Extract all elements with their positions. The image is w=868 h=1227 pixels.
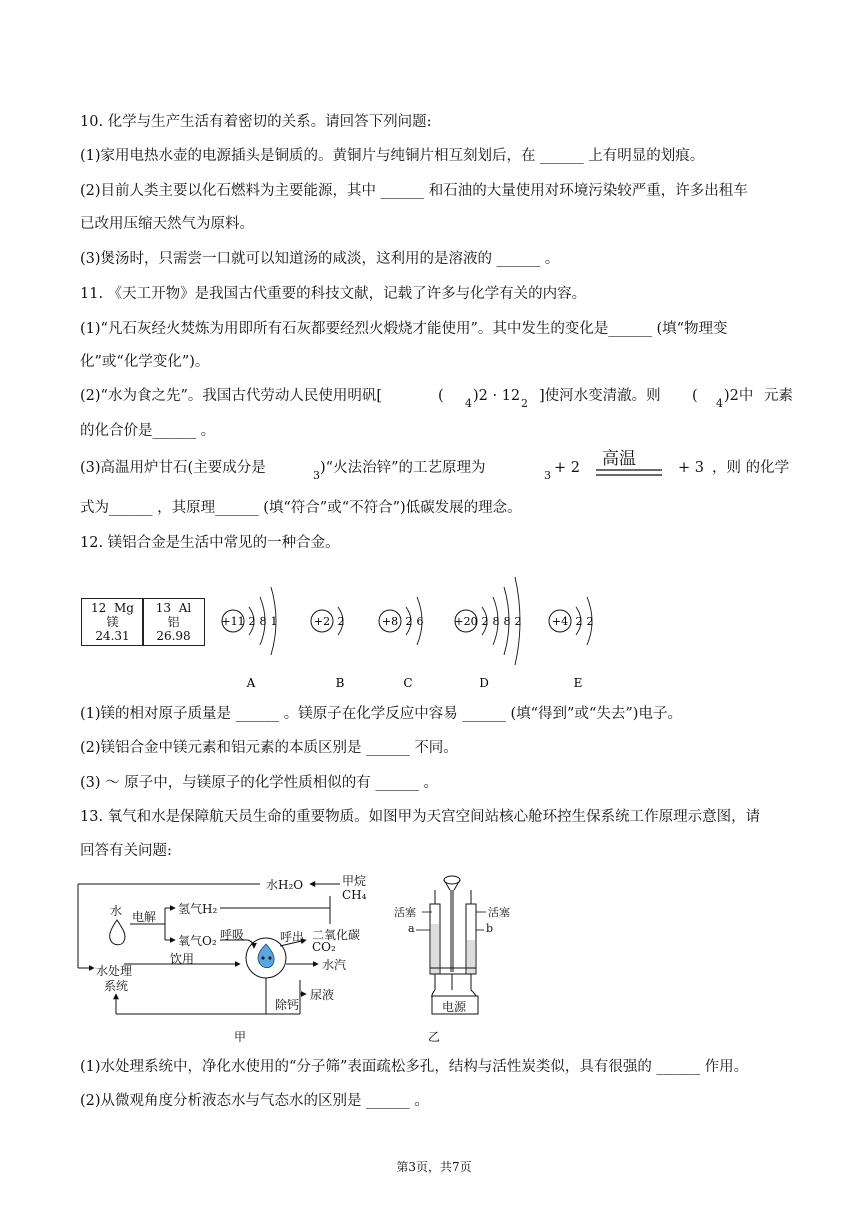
fig-jia-water-h2o: 水H₂O [266,878,304,892]
fig-yi-power: 电源 [442,1000,467,1014]
fig-jia-vapor: 水汽 [322,958,347,972]
atom-c [379,597,424,690]
atom-a [221,587,277,690]
fig-jia-exhale: 呼出 [280,930,305,944]
fig-jia-ch4: CH₄ [342,888,367,902]
q10-part1: (1)家用电热水壶的电源插头是铜质的。黄铜片与纯铜片相互刻划后，在 ______ 上有明显的划痕。 [80,148,705,164]
fig-jia-co2-name: 二氧化碳 [312,928,361,942]
atom-label: E [573,676,583,690]
shell-electron-count: 2 [405,615,413,628]
q11-p3-mid: )“火法治锌”的工艺原理为 [320,460,486,476]
q12-part1: (1)镁的相对原子质量是 ______ 。镁原子在化学反应中容易 ______ (填“得到”或“失去”)电子。 [80,706,682,722]
al-mass: 26.98 [156,629,191,643]
q11-p3-left: (3)高温用炉甘石(主要成分是 [80,460,266,476]
q10-title: 10. 化学与生产生活有着密切的关系。请回答下列问题: [80,114,432,130]
shell-electron-count: 8 [259,615,267,628]
q12-part2: (2)镁铝合金中镁元素和铝元素的本质区别是 ______ 不同。 [80,740,458,756]
shell-electron-count: 2 [248,615,256,628]
fig-jia-co2: CO₂ [312,940,336,954]
q11-p3-sub: 3 [313,469,320,482]
q11-p2-mid5: )2中 [724,388,754,404]
mg-number: 12 [91,601,107,615]
q11-part1-line1: (1)“凡石灰经火焚炼为用即所有石灰都要经烈火煅烧才能使用”。其中发生的变化是______ (填“物理变 [80,321,728,337]
q11-p3-equals-sign [596,469,662,477]
fig-jia-water: 水 [110,904,123,918]
atom-label: A [246,676,256,690]
q11-p2-mid2: )2 · 12 [473,388,521,404]
q11-p3-eq3: + 3 [678,460,704,476]
fig-jia-drink: 饮用 [170,952,195,966]
q11-p2-mid3: ]使河水变清澈。则 [539,388,661,404]
fig-yi-label-a: a [408,922,415,935]
atom-structure-diagrams [0,565,868,695]
fig-jia-breathe: 呼吸 [220,928,245,942]
nucleus-charge: +11 [221,615,245,628]
nucleus-charge: +8 [381,615,399,628]
shell-electron-count: 8 [492,615,500,628]
shell-electron-count: 1 [270,615,278,628]
fig-yi-valve-left: 活塞 [394,906,416,919]
mg-symbol: Mg [113,601,134,615]
al-name: 铝 [167,615,180,629]
atom-d [454,577,521,690]
fig-jia-treatment-line2: 系统 [104,979,129,993]
nucleus-charge: +20 [454,615,478,628]
q11-part3-line1 [80,449,800,484]
shell-electron-count: 2 [514,615,522,628]
q10-part3: (3)煲汤时，只需尝一口就可以知道汤的咸淡，这利用的是溶液的 ______ 。 [80,251,560,267]
q13-title-line1: 13. 氧气和水是保障航天员生命的重要物质。如图甲为天宫空间站核心舱环控生保系统工作原理示意图，请 [80,809,761,825]
q11-p3-end: ，则 的化学 [712,460,790,476]
q11-part3-line2: 式为______ ，其原理______ (填“符合”或“不符合”)低碳发展的理念。 [80,500,522,516]
fig-jia-oxygen: 氧气O₂ [178,934,217,948]
shell-electron-count: 6 [416,615,424,628]
q13-title-line2: 回答有关问题: [80,843,172,859]
fig-jia-treatment-line1: 水处理 [96,964,133,978]
shell-electron-count: 2 [481,615,489,628]
fig-jia-methane: 甲烷 [342,874,367,888]
q11-p2-sub3: 4 [716,397,723,410]
mg-name: 镁 [106,615,119,629]
atom-label: C [403,676,413,690]
al-number: 13 [155,601,172,615]
shell-electron-count: 2 [575,615,583,628]
q11-p2-paren2: ( [692,388,698,404]
q11-p3-eq2: + 2 [554,460,580,476]
fig-jia-caption: 甲 [234,1030,247,1044]
page-footer: 第3页，共7页 [396,1160,472,1174]
figure-jia [70,868,390,1048]
q11-p2-sub2: 2 [521,397,528,410]
q10-part2-line1: (2)目前人类主要以化石燃料为主要能源，其中 ______ 和石油的大量使用对环境污染较严重，许多出租车 [80,183,748,199]
q11-part1-line2: 化”或“化学变化”)。 [80,354,210,370]
q11-part2-line1 [80,386,800,408]
atom-e [549,597,594,690]
q11-p2-paren1: ( [438,388,444,404]
atom-label: D [479,676,489,690]
q11-part2-line2: 的化合价是______ 。 [80,423,216,439]
nucleus-charge: +4 [551,615,569,628]
q11-p2-left: (2)“水为食之先”。我国古代劳动人民使用明矾[ [80,388,383,404]
shell-electron-count: 8 [503,615,511,628]
mg-mass: 24.31 [95,629,130,643]
q12-part3: (3) ～ 原子中，与镁原子的化学性质相似的有 ______ 。 [80,775,438,791]
q11-p2-end: 元素 [764,388,793,404]
q13-part1: (1)水处理系统中，净化水使用的“分子筛”表面疏松多孔，结构与活性炭类似，具有很强的 ______ 作用。 [80,1059,749,1075]
fig-jia-hydrogen: 氢气H₂ [178,902,218,916]
q10-part2-line2: 已改用压缩天然气为原料。 [80,216,254,232]
al-symbol: Al [178,601,192,615]
q11-p2-sub1: 4 [465,397,472,410]
q12-title: 12. 镁铝合金是生活中常见的一种合金。 [80,535,340,551]
q11-p3-eq1: 3 [544,469,551,482]
atom-label: B [335,676,345,690]
fig-yi-label-b: b [486,922,494,935]
figure-yi [392,868,532,1048]
fig-yi-caption: 乙 [428,1030,441,1044]
fig-jia-urine: 尿液 [310,988,335,1002]
q11-title: 11. 《天工开物》是我国古代重要的科技文献，记载了许多与化学有关的内容。 [80,286,587,302]
shell-electron-count: 2 [337,615,345,628]
fig-jia-calcium: 除钙 [275,998,300,1012]
q13-part2: (2)从微观角度分析液态水与气态水的区别是 ______ 。 [80,1093,429,1109]
fig-yi-valve-right: 活塞 [488,906,510,919]
q11-p3-condition: 高温 [602,449,636,469]
nucleus-charge: +2 [313,615,331,628]
shell-electron-count: 2 [586,615,594,628]
atom-b [311,607,345,690]
fig-jia-electrolysis: 电解 [132,910,157,924]
